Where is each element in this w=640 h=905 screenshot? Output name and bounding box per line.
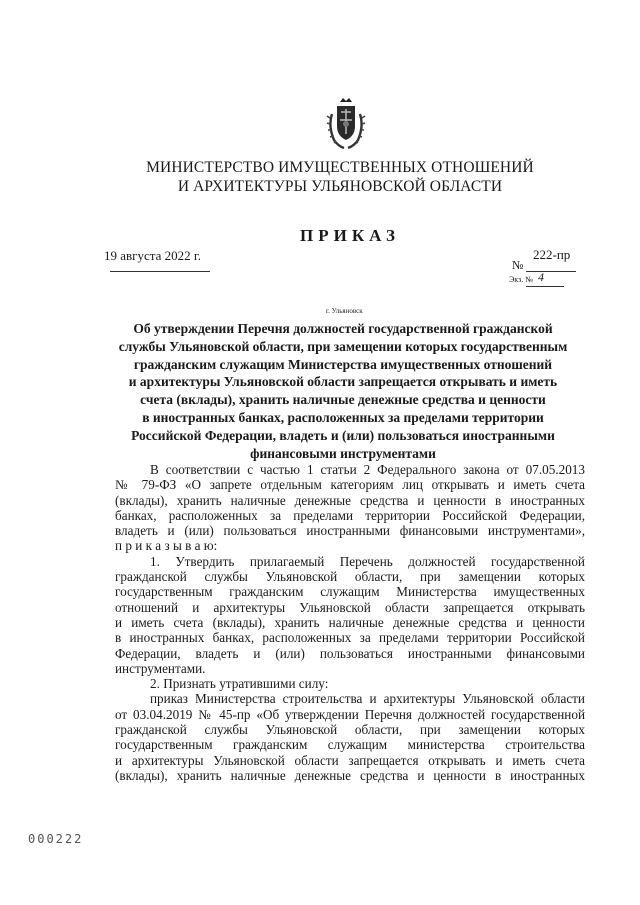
document-date: 19 августа 2022 г. [104,248,201,263]
body-line: п р и к а з ы в а ю: [115,538,218,554]
body-line: № 79-ФЗ «О запрете отдельным категориям лиц открывать и иметь счета [115,477,585,493]
date-underline [110,271,210,272]
body-line: и иметь счета (вклады), хранить наличные денежные средства и ценности [115,614,585,630]
title-line: и архитектуры Ульяновской области запрещается открывать и иметь [128,374,558,390]
number-underline [526,271,576,272]
body-line: в иностранных банках, расположенных за пределами территории Российской [115,630,585,646]
copy-number-value: 4 [538,270,544,284]
body-line: 2. Признать утратившими силу: [150,676,329,692]
document-title [118,320,568,462]
body-line: 1. Утвердить прилагаемый Перечень должностей государственной [150,553,585,569]
document-type: ПРИКАЗ [300,226,400,245]
title-line: гражданским служащим Министерства имущественных отношений [133,356,553,372]
body-line: (вклады), хранить наличные денежные средства и ценности в иностранных [115,767,585,783]
document-number: 222-пр [533,247,571,262]
copy-number-label: Экз. № [509,275,533,284]
title-line: финансовыми инструментами [250,445,436,461]
title-line: службы Ульяновской области, при замещении которых государственным [118,338,568,354]
body-line: Федерации, владеть и (или) пользоваться иностранными финансовыми [115,645,585,661]
body-line: инструментами. [115,660,206,676]
coat-of-arms-icon [326,96,366,150]
document-body [115,462,585,783]
body-line: владеть и (или) пользоваться иностранными финансовыми инструментами», [115,523,585,539]
body-line: (вклады), хранить наличные денежные средства и ценности в иностранных [115,492,585,508]
body-line: В соответствии с частью 1 статьи 2 Федерального закона от 07.05.2013 [150,462,585,477]
body-line: банках, расположенных за пределами территории Российской Федерации, [115,507,585,523]
body-line: и архитектуры Ульяновской области запрещается открывать и иметь счета [115,752,585,768]
ministry-name-line2: И АРХИТЕКТУРЫ УЛЬЯНОВСКОЙ ОБЛАСТИ [177,178,503,195]
copy-number-underline [526,286,564,287]
body-line: приказ Министерства строительства и архитектуры Ульяновской области [150,691,585,707]
body-line: государственным гражданским служащим министерства строительства [115,737,585,753]
number-label: № [512,258,524,272]
body-line: от 03.04.2019 № 45-пр «Об утверждении Перечня должностей государственной [115,706,585,722]
body-line: государственным гражданским служащим Министерства имущественных [115,584,585,600]
city-label: г. Ульяновск [326,307,363,315]
title-line: Российской Федерации, владеть и (или) пользоваться иностранными [131,427,555,443]
title-line: счета (вклады), хранить наличные денежные средства и ценности [140,392,546,408]
footer-serial-code: 000222 [28,832,84,846]
ministry-header [120,158,560,196]
body-line: отношений и архитектуры Ульяновской области запрещается открывать [115,599,585,615]
ministry-name-line1: МИНИСТЕРСТВО ИМУЩЕСТВЕННЫХ ОТНОШЕНИЙ [146,159,534,176]
title-line: в иностранных банках, расположенных за пределами территории [142,409,544,425]
body-line: гражданской службы Ульяновской области, при замещении которых [115,569,585,585]
title-line: Об утверждении Перечня должностей государственной гражданской [133,321,553,336]
body-line: гражданской службы Ульяновской области, при замещении которых [115,722,585,738]
